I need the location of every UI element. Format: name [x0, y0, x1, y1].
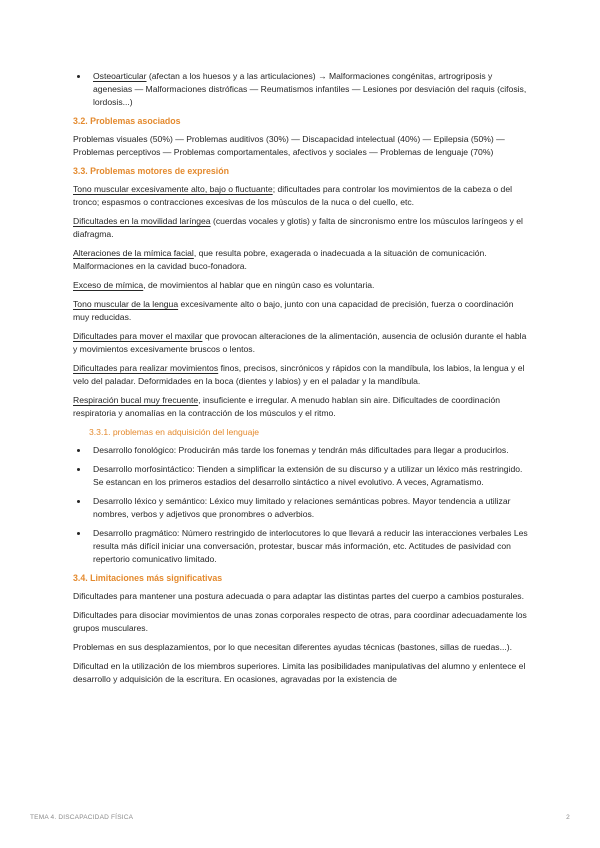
section-heading-3-3: 3.3. Problemas motores de expresión [73, 166, 229, 176]
list-item-fonologico: • Desarrollo fonológico: Producirán más tarde los fonemas y tendrán más dificultades para llegar a producirlos. [89, 444, 528, 457]
paragraph-text: excesivamente alto o bajo, junto con una capacidad de precisión, fuerza o coordinación muy reducidas. [73, 299, 514, 322]
paragraph-tono-muscular [73, 183, 528, 209]
paragraph-text: finos, precisos, sincrónicos y rápidos con la mandíbula, los labios, la lengua y el velo del paladar. Deformidades en la boca (dientes y labios) y en el paladar y la mandíbula. [73, 363, 525, 386]
list-item-lead: Osteoarticular [93, 71, 147, 81]
list-item-lexico: • Desarrollo léxico y semántico: Léxico muy limitado y relaciones semánticas pobres. Mayor tendencia a utilizar nombres, verbos y adjetivos que pronombres o adverbios. [89, 495, 528, 521]
paragraph-disociar: Dificultades para disociar movimientos de unas zonas corporales respecto de otras, para coordinar adecuadamente los grupos musculares. [73, 610, 527, 633]
page-footer [30, 814, 570, 821]
list-item-text-continued: lordosis...) [93, 97, 133, 107]
paragraph-mimica-facial [73, 247, 528, 273]
paragraph-text: , de movimientos al hablar que en ningún caso es voluntaria. [143, 280, 375, 290]
language-list [73, 444, 528, 566]
paragraph-maxilar [73, 330, 528, 356]
paragraph-text: ; dificultades para controlar los movimientos de la cabeza o del tronco; espasmos o contracciones excesivas de los músculos de la nuca o del cuello, etc. [73, 184, 513, 207]
footer-title: TEMA 4. DISCAPACIDAD FÍSICA [30, 814, 134, 821]
section-heading-3-4: 3.4. Limitaciones más significativas [73, 573, 223, 583]
paragraph-lead: Exceso de mímica [73, 280, 144, 290]
paragraph-lead: Alteraciones de la mímica facial [73, 248, 194, 258]
paragraph-movimientos [73, 362, 528, 388]
paragraph-problemas-asociados: Problemas visuales (50%) — Problemas auditivos (30%) — Discapacidad intelectual (40%) — Epilepsia (50%) — Problemas perceptivos — Problemas comportamentales, afectivos y sociales — Problemas de lenguaje (70%) [73, 134, 505, 157]
paragraph-text: , insuficiente e irregular. A menudo hablan sin aire. Dificultades de coordinación respiratoria y anomalías en la contracción de los músculos y el ritmo. [73, 395, 501, 418]
paragraph-exceso-mimica [73, 279, 528, 292]
list-item-osteoarticular [89, 70, 528, 109]
document-page [73, 70, 528, 692]
paragraph-tono-lengua [73, 298, 528, 324]
paragraph-lead: Dificultades para mover el maxilar [73, 331, 203, 341]
page-number: 2 [566, 814, 570, 821]
paragraph-lead: Dificultades para realizar movimientos [73, 363, 219, 373]
paragraph-respiracion [73, 394, 528, 420]
top-list [73, 70, 528, 109]
paragraph-lead: Dificultades en la movilidad laríngea [73, 216, 211, 226]
paragraph-lead: Respiración bucal muy frecuente [73, 395, 199, 405]
subsection-heading-3-3-1: 3.3.1. problemas en adquisición del lenguaje [89, 427, 260, 437]
list-item-morfosintactico: • Desarrollo morfosintáctico: Tienden a simplificar la extensión de su discurso y a utilizar un léxico más restringido. Se estancan en los primeros estadios del desarrollo sintáctico a nivel evolutivo. A veces, Agramatismo. [89, 463, 528, 489]
paragraph-text: que provocan alteraciones de la alimentación, ausencia de oclusión durante el habla y movimientos excesivamente bruscos o lentos. [73, 331, 527, 354]
paragraph-movilidad-laringea [73, 215, 528, 241]
section-heading-3-2: 3.2. Problemas asociados [73, 116, 181, 126]
paragraph-miembros-superiores: Dificultad en la utilización de los miembros superiores. Limita las posibilidades manipulativas del alumno y enlentece el desarrollo y adquisición de la escritura. En ocasiones, agravadas por la existencia de [73, 661, 526, 684]
list-item-pragmatico: • Desarrollo pragmático: Número restringido de interlocutores lo que llevará a reducir las interacciones verbales Les resulta más difícil iniciar una conversación, protestar, buscar más información, etc. Actitudes de pasividad con repertorio comunicativo limitado. [89, 527, 528, 566]
paragraph-text: (cuerdas vocales y glotis) y falta de sincronismo entre los músculos laríngeos y el diafragma. [73, 216, 523, 239]
paragraph-desplazamientos: Problemas en sus desplazamientos, por lo que necesitan diferentes ayudas técnicas (bastones, sillas de ruedas...). [73, 642, 513, 652]
paragraph-text: , que resulta pobre, exagerada o inadecuada a la situación de comunicación. Malformaciones en la cavidad buco-fonadora. [73, 248, 487, 271]
paragraph-lead: Tono muscular excesivamente alto, bajo o fluctuante [73, 184, 273, 194]
list-item-text: (afectan a los huesos y a las articulaciones) → Malformaciones congénitas, artrogriposis y agenesias — Malformaciones distróficas — Reumatismos infantiles — Lesiones por desviación del raquis (cifosis, [93, 71, 527, 94]
paragraph-postura: Dificultades para mantener una postura adecuada o para adaptar las distintas partes del cuerpo a cambios posturales. [73, 591, 524, 601]
paragraph-lead: Tono muscular de la lengua [73, 299, 179, 309]
